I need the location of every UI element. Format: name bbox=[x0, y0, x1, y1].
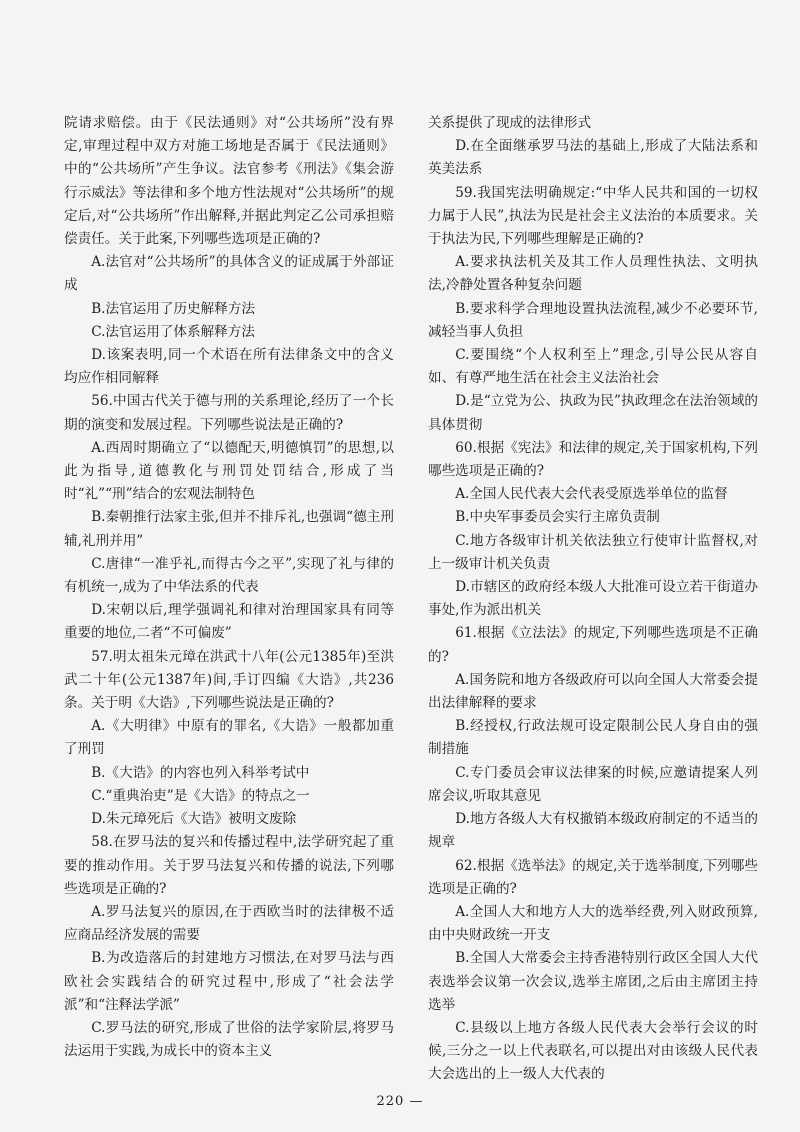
paragraph: A.国务院和地方各级政府可以向全国人大常委会提出法律解释的要求 bbox=[428, 671, 758, 712]
paragraph: D.是“立党为公、执政为民”执政理念在法治领域的具体贯彻 bbox=[428, 393, 758, 433]
paragraph: C.唐律“一准乎礼,而得古今之平”,实现了礼与律的有机统一,成为了中华法系的代表 bbox=[64, 555, 394, 596]
paragraph: D.地方各级人大有权撤销本级政府制定的不适当的规章 bbox=[428, 811, 758, 851]
paragraph: 关系提供了现成的法律形式 bbox=[428, 115, 592, 131]
paragraph: 62.根据《选举法》的规定,关于选举制度,下列哪些选项是正确的? bbox=[428, 857, 758, 897]
paragraph: D.朱元璋死后《大诰》被明文废除 bbox=[91, 811, 297, 828]
paragraph: 56.中国古代关于德与刑的关系理论,经历了一个长期的演变和发展过程。下列哪些说法是正确的? bbox=[64, 393, 394, 433]
paragraph: D.宋朝以后,理学强调礼和律对治理国家具有同等重要的地位,二者“不可偏废” bbox=[64, 602, 394, 642]
paragraph: C.罗马法的研究,形成了世俗的法学家阶层,将罗马法运用于实践,为成长中的资本主义 bbox=[64, 1019, 394, 1060]
paragraph: D.在全面继承罗马法的基础上,形成了大陆法系和英美法系 bbox=[428, 138, 758, 178]
paragraph: C.专门委员会审议法律案的时候,应邀请提案人列席会议,听取其意见 bbox=[428, 764, 758, 804]
paragraph: B.全国人大常委会主持香港特别行政区全国人大代表选举会议第一次会议,选举主席团,之后由主席团主持选举 bbox=[428, 950, 758, 1013]
paragraph: 60.根据《宪法》和法律的规定,关于国家机构,下列哪些选项是正确的? bbox=[428, 439, 758, 480]
paragraph: 58.在罗马法的复兴和传播过程中,法学研究起了重要的推动作用。关于罗马法复兴和传播的说法,下列哪些选项是正确的? bbox=[64, 834, 394, 897]
paragraph: A.罗马法复兴的原因,在于西欧当时的法律极不适应商品经济发展的需要 bbox=[64, 903, 394, 944]
paragraph: 院请求赔偿。由于《民法通则》对“公共场所”没有界定,审理过程中双方对施工场地是否属于《民法通则》中的“公共场所”产生争议。法官参考《刑法》《集会游行示威法》等法律和多个地方性法规对“公共场所”的规定后,对“公共场所”作出解释,并据此判定乙公司承担赔偿责任。关于此案,下列哪些选项是正确的? bbox=[64, 115, 394, 248]
paragraph: B.《大诰》的内容也列入科举考试中 bbox=[91, 764, 310, 781]
paragraph: 61.根据《立法法》的规定,下列哪些选项是不正确的? bbox=[428, 625, 758, 665]
paragraph: C.要围绕“个人权利至上”理念,引导公民从容自如、有尊严地生活在社会主义法治社会 bbox=[428, 347, 758, 387]
paragraph: C.地方各级审计机关依法独立行使审计监督权,对上一级审计机关负责 bbox=[428, 532, 758, 572]
paragraph: B.为改造落后的封建地方习惯法,在对罗马法与西欧社会实践结合的研究过程中,形成了“社会法学派”和“注释法学派” bbox=[64, 950, 394, 1013]
paragraph: A.西周时期确立了“以德配天,明德慎罚”的思想,以此为指导,道德教化与刑罚处罚结合,形成了当时“礼”“刑”结合的宏观法制特色 bbox=[64, 439, 394, 503]
paragraph: A.全国人大和地方人大的选举经费,列入财政预算,由中央财政统一开支 bbox=[428, 903, 758, 944]
paragraph: A.《大明律》中原有的罪名,《大诰》一般都加重了刑罚 bbox=[64, 718, 394, 758]
paragraph: B.经授权,行政法规可设定限制公民人身自由的强制措施 bbox=[428, 718, 758, 758]
paragraph: A.要求执法机关及其工作人员理性执法、文明执法,冷静处置各种复杂问题 bbox=[428, 254, 758, 294]
paragraph: D.市辖区的政府经本级人大批准可设立若干街道办事处,作为派出机关 bbox=[428, 579, 758, 619]
paragraph: 57.明太祖朱元璋在洪武十八年(公元1385年)至洪武二十年(公元1387年)间,手订四编《大诰》,共236条。关于明《大诰》,下列哪些说法是正确的? bbox=[64, 648, 394, 712]
paragraph: B.秦朝推行法家主张,但并不排斥礼,也强调“德主刑辅,礼刑并用” bbox=[64, 509, 394, 549]
paragraph: 59.我国宪法明确规定:“中华人民共和国的一切权力属于人民”,执法为民是社会主义法治的本质要求。关于执法为民,下列哪些理解是正确的? bbox=[428, 184, 758, 248]
paragraph: B.法官运用了历史解释方法 bbox=[91, 300, 256, 317]
paragraph: C.法官运用了体系解释方法 bbox=[91, 323, 255, 340]
paragraph: D.该案表明,同一个术语在所有法律条文中的含义均应作相同解释 bbox=[64, 347, 394, 387]
paragraph: C.县级以上地方各级人民代表大会举行会议的时候,三分之一以上代表联名,可以提出对由该级人民代表大会选出的上一级人大代表的 bbox=[428, 1019, 758, 1083]
paragraph: B.要求科学合理地设置执法流程,减少不必要环节,减轻当事人负担 bbox=[428, 300, 758, 340]
page-number: 220 — bbox=[376, 1094, 424, 1109]
paragraph: B.中央军事委员会实行主席负责制 bbox=[455, 509, 660, 526]
paragraph: A.法官对“公共场所”的具体含义的证成属于外部证成 bbox=[64, 254, 394, 294]
left-text-column bbox=[64, 112, 394, 1063]
paragraph: C.“重典治吏”是《大诰》的特点之一 bbox=[91, 787, 310, 804]
paragraph: A.全国人民代表大会代表受原选举单位的监督 bbox=[455, 486, 728, 503]
right-text-column bbox=[428, 112, 758, 1087]
